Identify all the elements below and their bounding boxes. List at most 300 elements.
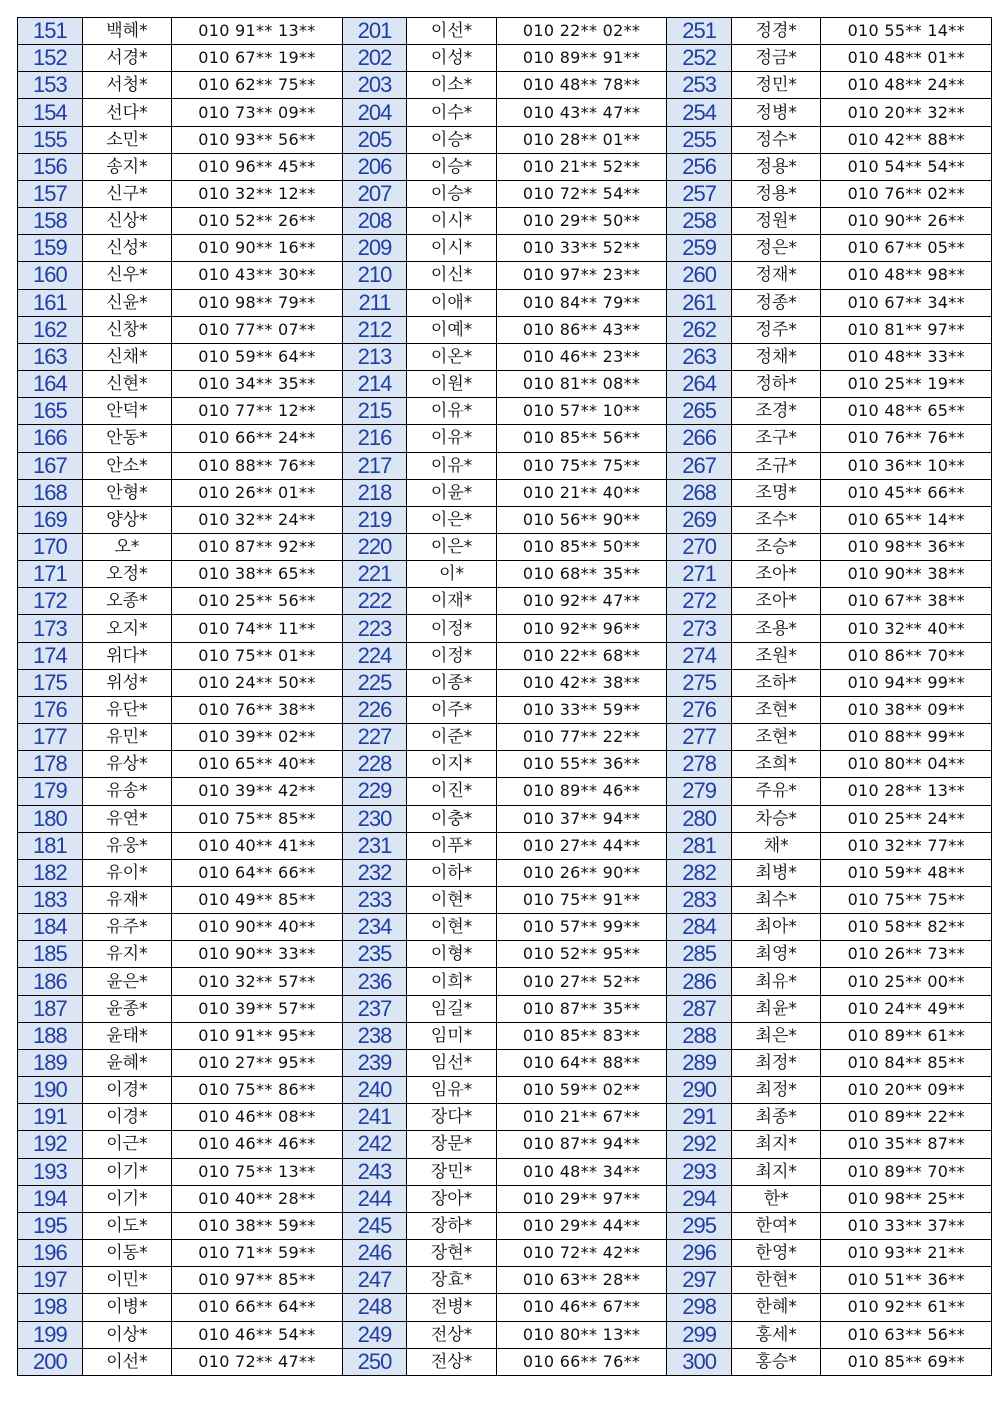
entry-number: 191 <box>18 1104 83 1131</box>
entry-name: 최은* <box>731 1022 821 1049</box>
entry-phone: 010 64** 66** <box>172 859 342 886</box>
entry-name: 임미* <box>407 1022 497 1049</box>
entry-phone: 010 72** 54** <box>496 180 666 207</box>
entry-phone: 010 63** 28** <box>496 1267 666 1294</box>
entry-number: 250 <box>342 1348 407 1375</box>
entry-phone: 010 67** 05** <box>821 235 992 262</box>
entry-phone: 010 27** 52** <box>496 968 666 995</box>
entry-number: 183 <box>18 887 83 914</box>
entry-phone: 010 97** 23** <box>496 262 666 289</box>
entry-name: 유상* <box>82 751 172 778</box>
entry-name: 유웅* <box>82 832 172 859</box>
entry-number: 259 <box>667 235 732 262</box>
entry-number: 157 <box>18 180 83 207</box>
entry-phone: 010 76** 38** <box>172 696 342 723</box>
table-row <box>18 289 992 316</box>
entry-name: 최유* <box>731 968 821 995</box>
entry-phone: 010 25** 24** <box>821 805 992 832</box>
entry-number: 233 <box>342 887 407 914</box>
entry-number: 268 <box>667 479 732 506</box>
entry-name: 오* <box>82 533 172 560</box>
entry-name: 위다* <box>82 642 172 669</box>
entry-number: 203 <box>342 72 407 99</box>
entry-number: 226 <box>342 696 407 723</box>
entry-phone: 010 75** 86** <box>172 1077 342 1104</box>
entry-phone: 010 59** 02** <box>496 1077 666 1104</box>
entry-phone: 010 32** 57** <box>172 968 342 995</box>
entry-number: 184 <box>18 914 83 941</box>
entry-phone: 010 94** 99** <box>821 669 992 696</box>
entry-number: 155 <box>18 126 83 153</box>
entry-number: 235 <box>342 941 407 968</box>
entry-phone: 010 86** 70** <box>821 642 992 669</box>
entry-name: 안동* <box>82 425 172 452</box>
entry-phone: 010 32** 24** <box>172 506 342 533</box>
entry-number: 244 <box>342 1185 407 1212</box>
entry-number: 225 <box>342 669 407 696</box>
entry-phone: 010 29** 97** <box>496 1185 666 1212</box>
entry-phone: 010 90** 40** <box>172 914 342 941</box>
table-row <box>18 343 992 370</box>
entry-number: 239 <box>342 1049 407 1076</box>
entry-number: 207 <box>342 180 407 207</box>
entry-phone: 010 85** 69** <box>821 1348 992 1375</box>
entry-number: 206 <box>342 153 407 180</box>
entry-number: 256 <box>667 153 732 180</box>
table-row <box>18 425 992 452</box>
entry-number: 282 <box>667 859 732 886</box>
entry-number: 217 <box>342 452 407 479</box>
entry-number: 237 <box>342 995 407 1022</box>
entry-number: 279 <box>667 778 732 805</box>
entry-number: 272 <box>667 588 732 615</box>
entry-phone: 010 25** 56** <box>172 588 342 615</box>
entry-number: 173 <box>18 615 83 642</box>
entry-name: 유민* <box>82 724 172 751</box>
entry-number: 227 <box>342 724 407 751</box>
entry-name: 이기* <box>82 1185 172 1212</box>
entry-phone: 010 65** 40** <box>172 751 342 778</box>
entry-phone: 010 90** 16** <box>172 235 342 262</box>
entry-phone: 010 67** 34** <box>821 289 992 316</box>
entry-name: 신현* <box>82 371 172 398</box>
entry-name: 이예* <box>407 316 497 343</box>
table-row <box>18 371 992 398</box>
entry-name: 이소* <box>407 72 497 99</box>
entry-number: 161 <box>18 289 83 316</box>
entry-name: 정종* <box>731 289 821 316</box>
entry-number: 294 <box>667 1185 732 1212</box>
entry-name: 신윤* <box>82 289 172 316</box>
entry-phone: 010 89** 61** <box>821 1022 992 1049</box>
entry-number: 254 <box>667 99 732 126</box>
entry-number: 261 <box>667 289 732 316</box>
entry-name: 윤태* <box>82 1022 172 1049</box>
entry-number: 293 <box>667 1158 732 1185</box>
entry-name: 최병* <box>731 859 821 886</box>
entry-number: 212 <box>342 316 407 343</box>
entry-name: 조용* <box>731 615 821 642</box>
entry-name: 이도* <box>82 1212 172 1239</box>
entry-phone: 010 67** 38** <box>821 588 992 615</box>
entry-phone: 010 71** 59** <box>172 1240 342 1267</box>
entry-phone: 010 40** 28** <box>172 1185 342 1212</box>
entry-number: 200 <box>18 1348 83 1375</box>
entry-name: 소민* <box>82 126 172 153</box>
entry-number: 172 <box>18 588 83 615</box>
entry-phone: 010 77** 12** <box>172 398 342 425</box>
table-row <box>18 778 992 805</box>
entry-phone: 010 92** 61** <box>821 1294 992 1321</box>
entry-name: 채* <box>731 832 821 859</box>
entry-number: 247 <box>342 1267 407 1294</box>
entry-name: 조현* <box>731 724 821 751</box>
entry-name: 유재* <box>82 887 172 914</box>
entry-name: 임길* <box>407 995 497 1022</box>
table-row <box>18 126 992 153</box>
entry-name: 신상* <box>82 208 172 235</box>
entry-phone: 010 66** 24** <box>172 425 342 452</box>
entry-number: 296 <box>667 1240 732 1267</box>
entry-number: 194 <box>18 1185 83 1212</box>
entry-phone: 010 57** 99** <box>496 914 666 941</box>
entry-phone: 010 68** 35** <box>496 561 666 588</box>
entry-phone: 010 42** 38** <box>496 669 666 696</box>
entry-number: 251 <box>667 18 732 45</box>
entry-phone: 010 73** 09** <box>172 99 342 126</box>
entry-name: 이현* <box>407 887 497 914</box>
entry-name: 정수* <box>731 126 821 153</box>
table-row <box>18 153 992 180</box>
table-row <box>18 1348 992 1375</box>
entry-name: 최종* <box>731 1104 821 1131</box>
entry-name: 정경* <box>731 18 821 45</box>
entry-name: 이유* <box>407 452 497 479</box>
entry-phone: 010 88** 99** <box>821 724 992 751</box>
table-row <box>18 642 992 669</box>
entry-number: 285 <box>667 941 732 968</box>
entry-number: 230 <box>342 805 407 832</box>
entry-number: 177 <box>18 724 83 751</box>
entry-phone: 010 91** 13** <box>172 18 342 45</box>
entry-phone: 010 32** 40** <box>821 615 992 642</box>
entry-phone: 010 39** 57** <box>172 995 342 1022</box>
entry-name: 장현* <box>407 1240 497 1267</box>
entry-number: 190 <box>18 1077 83 1104</box>
entry-phone: 010 75** 75** <box>496 452 666 479</box>
table-row <box>18 1131 992 1158</box>
entry-number: 195 <box>18 1212 83 1239</box>
entry-number: 163 <box>18 343 83 370</box>
entry-name: 안소* <box>82 452 172 479</box>
table-row <box>18 316 992 343</box>
table-row <box>18 533 992 560</box>
entry-name: 최지* <box>731 1158 821 1185</box>
entry-phone: 010 28** 01** <box>496 126 666 153</box>
entry-phone: 010 84** 85** <box>821 1049 992 1076</box>
table-row <box>18 859 992 886</box>
entry-phone: 010 58** 82** <box>821 914 992 941</box>
entry-number: 262 <box>667 316 732 343</box>
entry-name: 이시* <box>407 235 497 262</box>
table-row <box>18 1212 992 1239</box>
entry-number: 228 <box>342 751 407 778</box>
table-row <box>18 1294 992 1321</box>
entry-number: 214 <box>342 371 407 398</box>
entry-phone: 010 33** 37** <box>821 1212 992 1239</box>
entry-phone: 010 55** 14** <box>821 18 992 45</box>
entry-number: 277 <box>667 724 732 751</box>
entry-phone: 010 87** 35** <box>496 995 666 1022</box>
entry-number: 202 <box>342 45 407 72</box>
entry-number: 234 <box>342 914 407 941</box>
entry-phone: 010 25** 00** <box>821 968 992 995</box>
entry-name: 송지* <box>82 153 172 180</box>
entry-number: 223 <box>342 615 407 642</box>
entry-phone: 010 48** 01** <box>821 45 992 72</box>
entry-name: 이선* <box>407 18 497 45</box>
entry-name: 이정* <box>407 642 497 669</box>
entry-number: 176 <box>18 696 83 723</box>
entry-phone: 010 24** 50** <box>172 669 342 696</box>
entry-name: 이진* <box>407 778 497 805</box>
entry-number: 187 <box>18 995 83 1022</box>
entry-phone: 010 75** 13** <box>172 1158 342 1185</box>
entry-phone: 010 57** 10** <box>496 398 666 425</box>
entry-number: 266 <box>667 425 732 452</box>
entry-name: 한혜* <box>731 1294 821 1321</box>
entry-phone: 010 20** 32** <box>821 99 992 126</box>
entry-phone: 010 74** 11** <box>172 615 342 642</box>
entry-name: 정채* <box>731 343 821 370</box>
entry-name: 이성* <box>407 45 497 72</box>
entry-phone: 010 85** 50** <box>496 533 666 560</box>
entry-number: 181 <box>18 832 83 859</box>
entry-name: 정용* <box>731 180 821 207</box>
entry-phone: 010 52** 26** <box>172 208 342 235</box>
entry-name: 장하* <box>407 1212 497 1239</box>
entry-number: 232 <box>342 859 407 886</box>
entry-phone: 010 43** 30** <box>172 262 342 289</box>
entry-name: 한현* <box>731 1267 821 1294</box>
entry-name: 이현* <box>407 914 497 941</box>
entry-number: 199 <box>18 1321 83 1348</box>
entry-number: 283 <box>667 887 732 914</box>
entry-name: 이동* <box>82 1240 172 1267</box>
entry-phone: 010 63** 56** <box>821 1321 992 1348</box>
entry-number: 211 <box>342 289 407 316</box>
entry-number: 204 <box>342 99 407 126</box>
table-row <box>18 1185 992 1212</box>
entry-phone: 010 38** 59** <box>172 1212 342 1239</box>
entry-number: 260 <box>667 262 732 289</box>
entry-number: 179 <box>18 778 83 805</box>
entry-name: 이준* <box>407 724 497 751</box>
entry-name: 조아* <box>731 588 821 615</box>
entry-name: 이푸* <box>407 832 497 859</box>
entry-name: 전병* <box>407 1294 497 1321</box>
entry-name: 장효* <box>407 1267 497 1294</box>
entry-phone: 010 85** 56** <box>496 425 666 452</box>
entry-phone: 010 98** 79** <box>172 289 342 316</box>
entry-name: 안형* <box>82 479 172 506</box>
entry-phone: 010 89** 22** <box>821 1104 992 1131</box>
entry-name: 오종* <box>82 588 172 615</box>
table-row <box>18 696 992 723</box>
entry-number: 278 <box>667 751 732 778</box>
table-row <box>18 18 992 45</box>
entry-number: 236 <box>342 968 407 995</box>
entry-name: 조경* <box>731 398 821 425</box>
entry-phone: 010 81** 97** <box>821 316 992 343</box>
entry-phone: 010 92** 47** <box>496 588 666 615</box>
entry-number: 263 <box>667 343 732 370</box>
table-row <box>18 615 992 642</box>
entry-name: 유연* <box>82 805 172 832</box>
entry-phone: 010 59** 48** <box>821 859 992 886</box>
entry-name: 오지* <box>82 615 172 642</box>
table-row <box>18 262 992 289</box>
entry-name: 이경* <box>82 1077 172 1104</box>
entry-phone: 010 85** 83** <box>496 1022 666 1049</box>
entry-phone: 010 48** 98** <box>821 262 992 289</box>
table-row <box>18 968 992 995</box>
entry-phone: 010 32** 77** <box>821 832 992 859</box>
entry-number: 299 <box>667 1321 732 1348</box>
entry-phone: 010 40** 41** <box>172 832 342 859</box>
table-row <box>18 506 992 533</box>
entry-name: 이근* <box>82 1131 172 1158</box>
entry-name: 조원* <box>731 642 821 669</box>
entry-name: 이* <box>407 561 497 588</box>
entry-name: 이윤* <box>407 479 497 506</box>
entry-name: 선다* <box>82 99 172 126</box>
entry-phone: 010 38** 65** <box>172 561 342 588</box>
entry-name: 최아* <box>731 914 821 941</box>
table-row <box>18 72 992 99</box>
entry-phone: 010 98** 25** <box>821 1185 992 1212</box>
entry-number: 160 <box>18 262 83 289</box>
entry-name: 최영* <box>731 941 821 968</box>
entry-phone: 010 29** 50** <box>496 208 666 235</box>
entry-number: 164 <box>18 371 83 398</box>
entry-name: 윤종* <box>82 995 172 1022</box>
table-row <box>18 1267 992 1294</box>
entry-phone: 010 93** 21** <box>821 1240 992 1267</box>
entry-number: 289 <box>667 1049 732 1076</box>
entry-name: 조아* <box>731 561 821 588</box>
entry-name: 신우* <box>82 262 172 289</box>
entry-number: 280 <box>667 805 732 832</box>
entry-number: 174 <box>18 642 83 669</box>
entry-phone: 010 46** 67** <box>496 1294 666 1321</box>
entry-phone: 010 38** 09** <box>821 696 992 723</box>
entry-number: 246 <box>342 1240 407 1267</box>
entry-phone: 010 48** 78** <box>496 72 666 99</box>
entry-name: 이종* <box>407 669 497 696</box>
entry-phone: 010 46** 23** <box>496 343 666 370</box>
entry-name: 이승* <box>407 153 497 180</box>
entry-number: 213 <box>342 343 407 370</box>
entry-name: 이재* <box>407 588 497 615</box>
entry-phone: 010 88** 76** <box>172 452 342 479</box>
entry-name: 유이* <box>82 859 172 886</box>
entry-name: 유단* <box>82 696 172 723</box>
entry-name: 이하* <box>407 859 497 886</box>
entry-name: 오정* <box>82 561 172 588</box>
entry-name: 이지* <box>407 751 497 778</box>
entry-number: 275 <box>667 669 732 696</box>
entry-phone: 010 48** 65** <box>821 398 992 425</box>
table-row <box>18 941 992 968</box>
entry-number: 252 <box>667 45 732 72</box>
entry-number: 201 <box>342 18 407 45</box>
entry-phone: 010 46** 46** <box>172 1131 342 1158</box>
entry-number: 186 <box>18 968 83 995</box>
entry-number: 295 <box>667 1212 732 1239</box>
entry-phone: 010 90** 38** <box>821 561 992 588</box>
entry-number: 273 <box>667 615 732 642</box>
entry-name: 한* <box>731 1185 821 1212</box>
table-row <box>18 914 992 941</box>
entry-number: 154 <box>18 99 83 126</box>
entry-phone: 010 81** 08** <box>496 371 666 398</box>
entry-phone: 010 28** 13** <box>821 778 992 805</box>
entry-name: 이정* <box>407 615 497 642</box>
entry-number: 178 <box>18 751 83 778</box>
entry-phone: 010 66** 76** <box>496 1348 666 1375</box>
entry-phone: 010 33** 52** <box>496 235 666 262</box>
entry-phone: 010 39** 02** <box>172 724 342 751</box>
entry-number: 229 <box>342 778 407 805</box>
entry-number: 276 <box>667 696 732 723</box>
entry-phone: 010 46** 54** <box>172 1321 342 1348</box>
entry-number: 159 <box>18 235 83 262</box>
entry-phone: 010 89** 91** <box>496 45 666 72</box>
entry-number: 168 <box>18 479 83 506</box>
entry-number: 255 <box>667 126 732 153</box>
entry-phone: 010 45** 66** <box>821 479 992 506</box>
entry-name: 조규* <box>731 452 821 479</box>
entry-name: 신성* <box>82 235 172 262</box>
entry-phone: 010 86** 43** <box>496 316 666 343</box>
entry-phone: 010 87** 94** <box>496 1131 666 1158</box>
entry-phone: 010 36** 10** <box>821 452 992 479</box>
entry-phone: 010 33** 59** <box>496 696 666 723</box>
entry-phone: 010 27** 95** <box>172 1049 342 1076</box>
entry-phone: 010 65** 14** <box>821 506 992 533</box>
entry-number: 270 <box>667 533 732 560</box>
entry-name: 이선* <box>82 1348 172 1375</box>
entry-number: 242 <box>342 1131 407 1158</box>
table-body <box>18 18 992 1376</box>
entry-name: 주유* <box>731 778 821 805</box>
table-row <box>18 398 992 425</box>
entry-name: 최정* <box>731 1077 821 1104</box>
entry-number: 170 <box>18 533 83 560</box>
entry-number: 153 <box>18 72 83 99</box>
entry-name: 이애* <box>407 289 497 316</box>
entry-name: 조희* <box>731 751 821 778</box>
entry-phone: 010 29** 44** <box>496 1212 666 1239</box>
entry-name: 홍승* <box>731 1348 821 1375</box>
entry-number: 288 <box>667 1022 732 1049</box>
entry-phone: 010 51** 36** <box>821 1267 992 1294</box>
entry-phone: 010 43** 47** <box>496 99 666 126</box>
entry-number: 182 <box>18 859 83 886</box>
table-row <box>18 45 992 72</box>
entry-name: 이주* <box>407 696 497 723</box>
